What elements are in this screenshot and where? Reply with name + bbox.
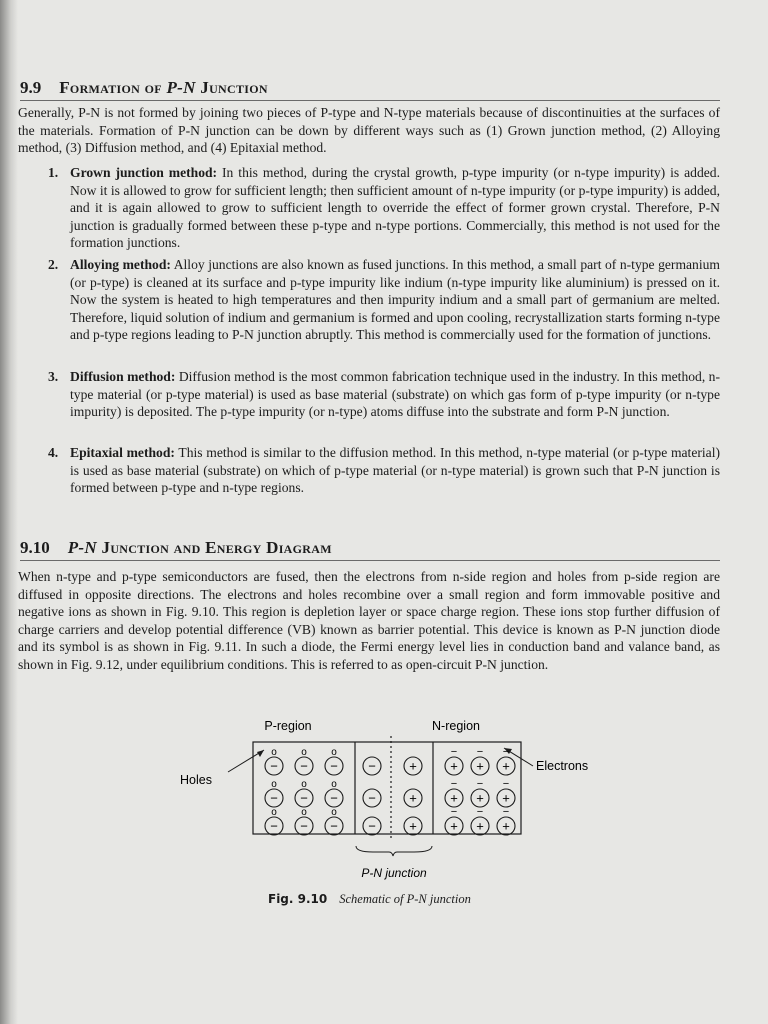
pn-junction-label: P-N junction	[361, 866, 427, 880]
list-item-text: Alloy junctions are also known as fused junctions. In this method, a small part of n-type germanium (or p-type) is cleaned at its surface and p-type impurity like indium (n-type impurity like aluminium) is pressed on it. Now the system is heated to high temperatures and then impurity indium and a small part of germanium are melted. Therefore, liquid solution of indium and germanium is formed and upon cooling, recrystallization starts forming n-type and p-type regions leading to P-N junction abruptly. This method is commercially used for the formation of junctions.	[70, 257, 720, 343]
list-item-lead: Diffusion method:	[70, 369, 176, 384]
hole-carrier: o	[301, 747, 307, 758]
electrons-label: Electrons	[536, 759, 589, 773]
list-item-text: Diffusion method is the most common fabrication technique used in the industry. In this method, n-type material (or p-type material) is used as base material (substrate) on which gas form of p-type impurity (or n-type impurity) is deposited. The p-type impurity (or n-type) atoms diffuse into the substrate and form P-N junction.	[70, 369, 721, 420]
depletion-positive-ion	[404, 817, 422, 835]
body-paragraph: When n-type and p-type semiconductors are fused, then the electrons from n-side region and holes from p-side region are diffused in opposite directions. The electrons and holes recombine over a small region and form immovable positive and negative ions as shown in Fig. 9.10. This region is depletion layer or space charge region. These ions stop further diffusion of charge carriers and develop potential difference (VB) known as barrier potential. This device is known as P-N junction diode and its symbol is as shown in Fig. 9.11. In such a diode, the Fermi energy level lies in conduction band and valance band, as shown in Fig. 9.12, under equilibrium conditions. This is referred to as open-circuit P-N junction.	[18, 569, 720, 672]
hole-carrier: o	[271, 779, 277, 790]
svg-text:−: −	[270, 758, 278, 774]
section-title-prefix: Formation of	[59, 78, 167, 97]
negative-ion	[325, 789, 343, 807]
list-marker: 3.	[48, 369, 59, 384]
section-title-italic: P-N	[166, 78, 196, 97]
junction-brace	[356, 846, 432, 856]
svg-text:+: +	[502, 790, 510, 806]
section-title	[59, 78, 268, 97]
negative-ion	[265, 789, 283, 807]
electron-carrier: −	[476, 778, 484, 790]
negative-ion	[325, 757, 343, 775]
ions-layer	[265, 746, 515, 835]
svg-text:−: −	[300, 790, 308, 806]
list-item-lead: Grown junction method:	[70, 165, 218, 180]
svg-text:−: −	[330, 818, 338, 834]
electron-carrier: −	[476, 746, 484, 758]
p-region-label: P-region	[264, 719, 312, 733]
negative-ion	[295, 817, 313, 835]
positive-ion	[497, 757, 515, 775]
section-title	[68, 538, 332, 557]
electron-carrier: −	[450, 778, 458, 790]
negative-ion	[265, 817, 283, 835]
list-item-diffusion	[48, 368, 721, 421]
section-title-suffix: Junction	[195, 78, 268, 97]
electron-carrier: −	[450, 806, 458, 818]
n-region-label: N-region	[432, 719, 480, 733]
electron-carrier: −	[450, 746, 458, 758]
svg-text:+: +	[409, 790, 417, 806]
hole-carrier: o	[301, 779, 307, 790]
positive-ion	[445, 817, 463, 835]
list-item-text: In this method, during the crystal growth, p-type impurity (or n-type impurity) is added. Now it is allowed to grow for sufficient length; then sufficient amount of n-type impurity (or p-type impurity) is added, and it is again allowed to grow to sufficient length to override the effect of former grown crystal. Therefore, P-N junction is gradually formed between these p-type and n-type portions. Commercially, this method is not used for the formation junctions.	[70, 165, 720, 251]
svg-text:−: −	[368, 818, 376, 834]
section-rule	[20, 100, 720, 101]
hole-carrier: o	[271, 807, 277, 818]
holes-label: Holes	[180, 773, 212, 787]
svg-text:−: −	[368, 758, 376, 774]
positive-ion	[471, 817, 489, 835]
holes-arrowhead	[257, 750, 264, 757]
svg-text:−: −	[300, 758, 308, 774]
positive-ion	[471, 757, 489, 775]
hole-carrier: o	[331, 807, 337, 818]
negative-ion	[295, 789, 313, 807]
electron-carrier: −	[476, 806, 484, 818]
figure-caption	[268, 892, 471, 907]
section-heading-9-10	[20, 538, 332, 558]
depletion-negative-ion	[363, 789, 381, 807]
positive-ion	[445, 789, 463, 807]
svg-text:+: +	[502, 758, 510, 774]
list-item-text: This method is similar to the diffusion method. In this method, n-type material (or p-type material) is used as base material (substrate) on which of p-type material (or n-type material) is grown such that P-N junction is formed between p-type and n-type regions.	[70, 445, 720, 496]
svg-text:−: −	[330, 758, 338, 774]
list-marker: 2.	[48, 257, 59, 272]
positive-ion	[445, 757, 463, 775]
svg-text:−: −	[368, 790, 376, 806]
svg-text:+: +	[409, 818, 417, 834]
list-marker: 4.	[48, 445, 59, 460]
depletion-positive-ion	[404, 757, 422, 775]
hole-carrier: o	[331, 779, 337, 790]
svg-text:+: +	[450, 818, 458, 834]
electron-carrier: −	[502, 806, 510, 818]
list-marker: 1.	[48, 165, 59, 180]
electron-carrier: −	[502, 746, 510, 758]
section-rule	[20, 560, 720, 561]
positive-ion	[471, 789, 489, 807]
negative-ion	[325, 817, 343, 835]
negative-ion	[265, 757, 283, 775]
page-binding-shadow	[0, 0, 18, 1024]
svg-text:−: −	[330, 790, 338, 806]
positive-ion	[497, 817, 515, 835]
svg-text:+: +	[476, 790, 484, 806]
svg-text:+: +	[450, 758, 458, 774]
hole-carrier: o	[271, 747, 277, 758]
svg-text:−: −	[270, 818, 278, 834]
list-item-lead: Alloying method:	[70, 257, 171, 272]
svg-text:−: −	[270, 790, 278, 806]
list-item-alloying	[48, 256, 720, 344]
svg-text:+: +	[502, 818, 510, 834]
list-item-lead: Epitaxial method:	[70, 445, 175, 460]
section-title-italic: P-N	[67, 538, 97, 557]
figure-caption-label: Fig. 9.10	[268, 892, 328, 906]
svg-text:+: +	[476, 818, 484, 834]
depletion-positive-ion	[404, 789, 422, 807]
list-item-grown-junction	[48, 164, 720, 252]
negative-ion	[295, 757, 313, 775]
section-number: 9.9	[20, 78, 42, 97]
svg-text:+: +	[450, 790, 458, 806]
svg-text:−: −	[300, 818, 308, 834]
textbook-page	[18, 0, 743, 1024]
hole-carrier: o	[331, 747, 337, 758]
svg-text:+: +	[409, 758, 417, 774]
list-item-epitaxial	[48, 444, 720, 497]
svg-text:+: +	[476, 758, 484, 774]
section-title-suffix: Junction and Energy Diagram	[96, 538, 332, 557]
intro-paragraph: Generally, P-N is not formed by joining two pieces of P-type and N-type materials because of discontinuities at the surfaces of the materials. Formation of P-N junction can be down by different ways such as (1) Grown junction method, (2) Alloying method, (3) Diffusion method, and (4) Epitaxial method.	[18, 105, 720, 156]
pn-junction-diagram	[178, 712, 608, 887]
figure-caption-text: Schematic of P-N junction	[339, 892, 471, 906]
hole-carrier: o	[301, 807, 307, 818]
positive-ion	[497, 789, 515, 807]
electron-carrier: −	[502, 778, 510, 790]
depletion-negative-ion	[363, 817, 381, 835]
section-heading-9-9	[20, 78, 268, 98]
depletion-negative-ion	[363, 757, 381, 775]
section-number: 9.10	[20, 538, 50, 557]
